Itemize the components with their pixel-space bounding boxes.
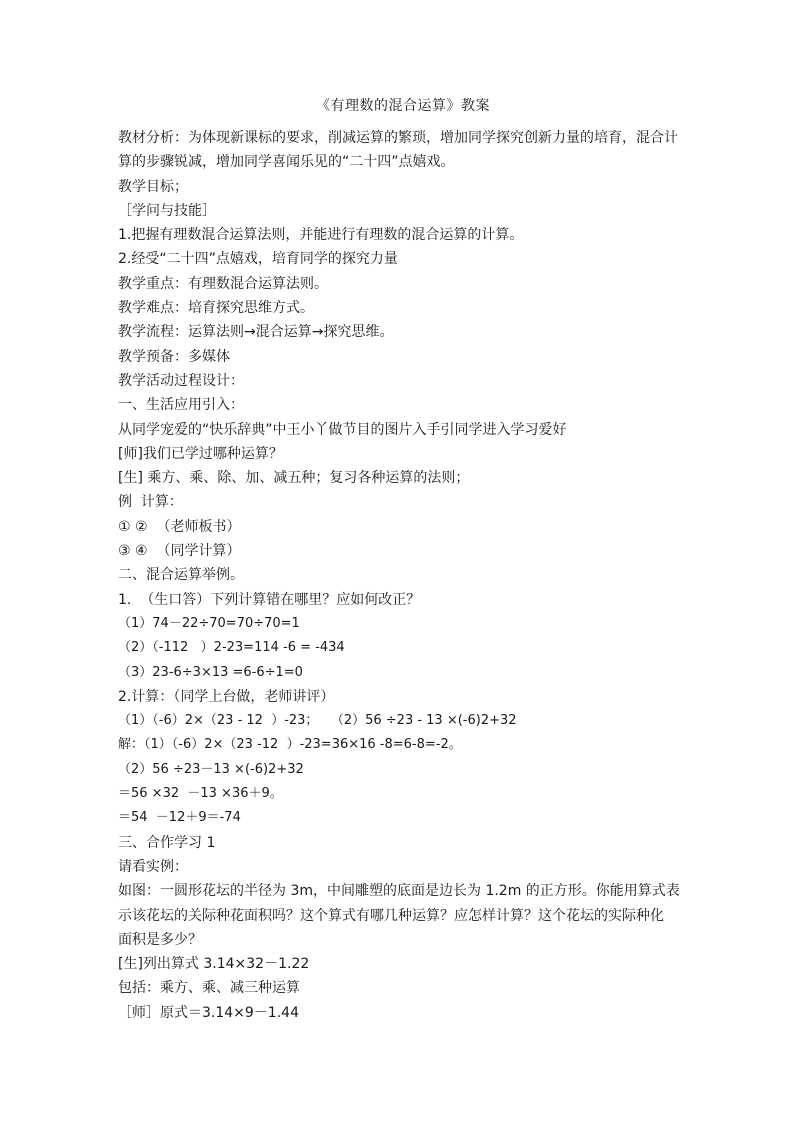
paragraph-line: 1.把握有理数混合运算法则，并能进行有理数的混合运算的计算。 — [118, 227, 524, 244]
paragraph-line: 教学重点：有理数混合运算法则。 — [118, 275, 328, 292]
paragraph-line: 例 计算： — [118, 494, 183, 511]
paragraph-line: 从同学宠爱的“快乐辞典”中王小丫做节目的图片入手引同学进入学习爱好 — [118, 421, 567, 438]
paragraph-line: 教学预备：多媒体 — [118, 348, 230, 365]
paragraph-line: 2.经受“二十四”点嬉戏，培育同学的探究力量 — [118, 251, 398, 268]
paragraph-line: 三、合作学习 1 — [118, 834, 216, 851]
paragraph-line: ③ ④ （同学计算） — [118, 543, 241, 560]
paragraph-line: 请看实例： — [118, 858, 188, 875]
paragraph-line: [生] 乘方、乘、除、加、减五种；复习各种运算的法则； — [118, 470, 470, 487]
paragraph-line: 教学难点：培育探究思维方式。 — [118, 300, 314, 317]
paragraph-line: 算的步骤锐减，增加同学喜闻乐见的“二十四”点嬉戏。 — [118, 154, 455, 171]
paragraph-line: 教材分析：为体现新课标的要求，削减运算的繁琐，增加同学探究创新力量的培育，混合计 — [118, 130, 678, 146]
paragraph-line: （3）23-6÷3×13 =6-6÷1=0 — [118, 664, 303, 680]
paragraph-line: 教学目标； — [118, 178, 188, 195]
paragraph-line: 面积是多少？ — [118, 931, 202, 948]
paragraph-line: 2.计算：（同学上台做，老师讲评） — [118, 688, 335, 705]
document-page — [118, 96, 688, 1025]
paragraph-line: 教学流程：运算法则→混合运算→探究思维。 — [118, 324, 394, 341]
paragraph-line: ＝56 ×32 －13 ×36＋9。 — [118, 786, 283, 802]
paragraph-line: ［学问与技能］ — [118, 202, 216, 219]
paragraph-line: 1. （生口答）下列计算错在哪里？应如何改正？ — [118, 591, 421, 608]
paragraph-line: ＝54 －12＋9＝-74 — [118, 810, 241, 826]
paragraph-line: ① ② （老师板书） — [118, 518, 241, 535]
paragraph-line: [师]我们已学过哪种运算？ — [118, 445, 283, 462]
paragraph-line: （2）56 ÷23－13 ×(-6)2+32 — [118, 761, 304, 777]
paragraph-line: 如图：一圆形花坛的半径为 3m，中间雕塑的底面是边长为 1.2m 的正方形。你能用算式表 — [118, 883, 680, 900]
paragraph-line: ［师］原式＝3.14×9－1.44 — [118, 1004, 299, 1021]
document-body — [118, 126, 688, 1025]
paragraph-line: （2）（-112 ）2-23=114 -6 = -434 — [118, 640, 345, 656]
paragraph-line: 解：（1）（-6）2×（23 -12 ）-23=36×16 -8=6-8=-2。 — [118, 737, 462, 753]
paragraph-line: 包括：乘方、乘、减三种运算 — [118, 980, 300, 997]
paragraph-line: （1）74－22÷70=70÷70=1 — [118, 615, 300, 631]
paragraph-line: 教学活动过程设计： — [118, 372, 244, 389]
paragraph-line: 示该花坛的关际种花面积吗？这个算式有哪几种运算？应怎样计算？这个花坛的实际种化 — [118, 907, 664, 924]
paragraph-line: 二、混合运算举例。 — [118, 567, 244, 584]
paragraph-line: 一、生活应用引入： — [118, 397, 244, 414]
paragraph-line: （1）（-6）2×（23 - 12 ）-23； （2）56 ÷23 - 13 ×(-6)2+32 — [118, 713, 517, 729]
document-title: 《有理数的混合运算》教案 — [316, 98, 490, 114]
paragraph-line: [生]列出算式 3.14×32－1.22 — [118, 956, 310, 973]
